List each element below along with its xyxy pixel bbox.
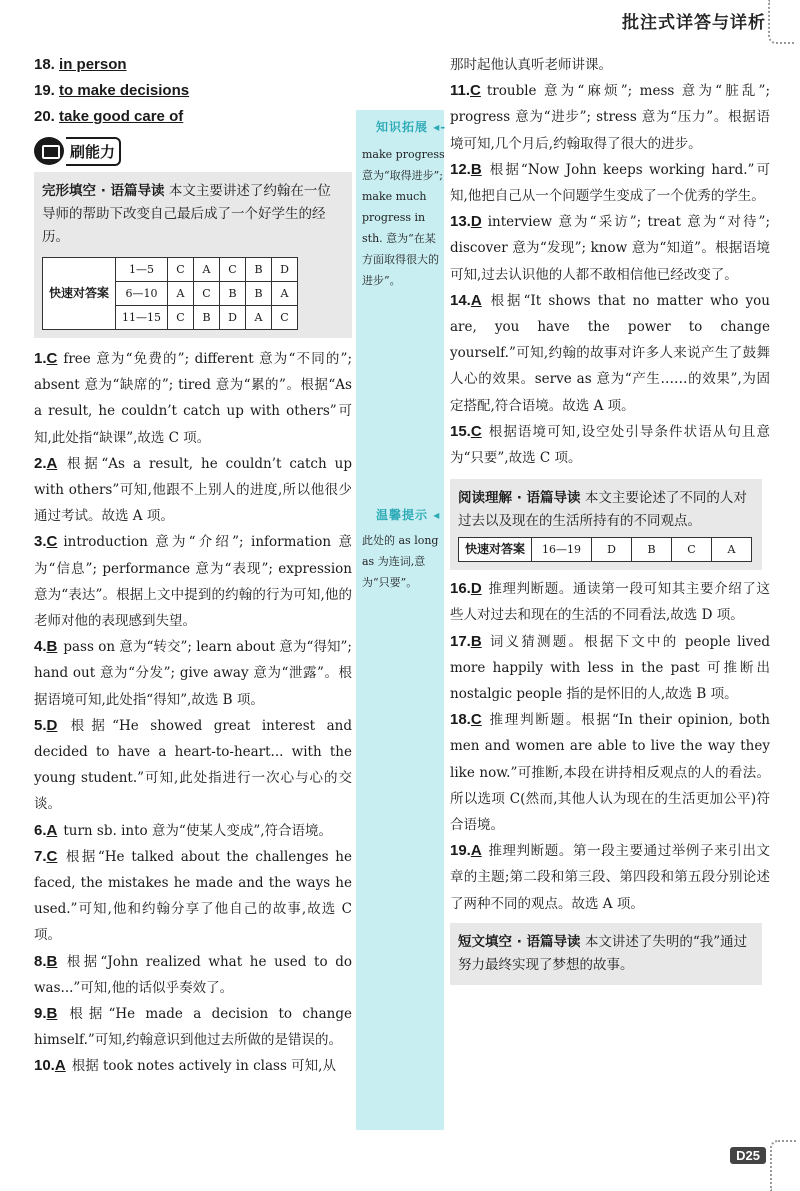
answer-number [450, 161, 482, 178]
phrase-text: to make decisions [59, 82, 190, 99]
phrase-answer-line [34, 78, 352, 104]
right-column [450, 52, 770, 985]
question-number: 18. [450, 711, 471, 729]
answer-number [450, 711, 482, 728]
cloze-answer-cell: A [246, 306, 272, 330]
question-number: 14. [450, 291, 471, 309]
phrase-number: 18. [34, 56, 55, 73]
reading-guide-title: 阅读理解 · 语篇导读 [458, 490, 581, 507]
answer-item [34, 451, 352, 530]
right-answer-list-b [450, 576, 770, 917]
answer-explanation: 根据“John realized what he used to do was...”可知,他的话似乎奏效了。 [34, 953, 352, 996]
question-number: 17. [450, 632, 471, 650]
answer-number [34, 953, 57, 970]
answer-letter: B [46, 638, 58, 656]
answer-letter: B [470, 632, 482, 650]
answer-number [450, 292, 482, 309]
answer-item [450, 629, 770, 708]
question-number: 10. [34, 1057, 55, 1075]
answer-number [450, 633, 482, 650]
answer-letter: C [46, 533, 58, 551]
answer-item [34, 949, 352, 1001]
phrase-text: take good care of [59, 108, 184, 125]
answer-item [450, 707, 770, 838]
side-tag-knowledge: 知识拓展 ◂- [376, 120, 447, 134]
short-guide-box [450, 923, 762, 985]
answer-explanation: 根据语境可知,设空处引导条件状语从句且意为“只要”,故选 C 项。 [450, 423, 770, 467]
side-tag-tip: 温馨提示 ◂ [376, 508, 441, 522]
reading-answer-cell: D [592, 538, 632, 562]
reading-key-label: 快速对答案 [459, 538, 532, 562]
answer-explanation: turn sb. into 意为“使某人变成”,符合语境。 [63, 822, 333, 839]
book-icon [34, 137, 64, 165]
answer-number [34, 717, 57, 734]
answer-explanation: 推理判断题。根据“In their opinion, both men and women are able to live the way they like now.”可推断,本段在讲持相反观点的人的看法。所以选项 C(然而,其他人认为现在的生活更加公平)符合语境。 [450, 712, 770, 834]
cloze-answer-cell: A [168, 282, 194, 306]
answer-explanation: introduction 意为“介绍”; information 意为“信息”; performance 意为“表现”; expression 意为“表达”。根据上文中提到的约翰的行为可知,他的老师对他的表现感到失望。 [34, 534, 352, 630]
phrase-number: 19. [34, 82, 55, 99]
answer-explanation: interview 意为“采访”; treat 意为“对待”; discover 意为“发现”; know 意为“知道”。根据语境可知,过去认识他的人都不敢相信他已经改变了。 [450, 214, 770, 283]
answer-item [34, 1053, 352, 1079]
question-number: 1. [34, 350, 47, 367]
answer-explanation: trouble 意为“麻烦”; mess 意为“脏乱”; progress 意为“进步”; stress 意为“压力”。根据语境可知,几个月后,约翰取得了很大的进步。 [450, 83, 770, 152]
footer-corner-decoration [770, 1140, 796, 1191]
reading-guide-box [450, 479, 762, 570]
answer-number [34, 533, 57, 550]
header-title: 批注式详答与详析 [622, 13, 766, 33]
reading-answer-table [458, 537, 752, 562]
question-number: 16. [450, 580, 471, 598]
cloze-answer-cell: C [168, 258, 194, 282]
answer-letter: C [46, 350, 58, 367]
answer-explanation: 根据“As a result, he couldn’t catch up with others”可知,他跟不上别人的进度,所以他很少通过考试。故选 A 项。 [34, 455, 352, 525]
answer-number [34, 350, 57, 367]
answer-number [450, 842, 482, 859]
answer-letter: A [470, 842, 482, 860]
answer-explanation: 推理判断题。通读第一段可知其主要介绍了这些人对过去和现在的生活的不同看法,故选 D 项。 [450, 581, 770, 624]
answer-number [450, 423, 482, 440]
answer-item [34, 529, 352, 634]
reading-answer-cell: B [632, 538, 672, 562]
reading-answer-cell: A [712, 538, 752, 562]
cloze-key-label: 快速对答案 [43, 258, 116, 330]
answer-explanation: pass on 意为“转交”; learn about 意为“得知”; hand out 意为“分发”; give away 意为“泄露”。根据语境可知,此处指“得知”,故选 B 项。 [34, 639, 352, 708]
left-answer-list [34, 346, 352, 1080]
answer-item [450, 419, 770, 471]
answer-item [450, 209, 770, 288]
phrase-answer-line [34, 104, 352, 130]
cloze-guide-title: 完形填空 · 语篇导读 [42, 183, 165, 199]
answer-letter: A [470, 291, 482, 309]
answer-item [34, 1001, 352, 1053]
answer-item [34, 818, 352, 844]
answer-number [34, 1057, 66, 1074]
question-number: 15. [450, 422, 471, 440]
answer-letter: A [46, 454, 58, 472]
side-note-tip: 此处的 as long as 为连词,意为“只要”。 [362, 534, 439, 589]
cloze-answer-row [43, 258, 298, 282]
answer-explanation: 根据“Now John keeps working hard.”可知,他把自己从一个问题学生变成了一个优秀的学生。 [450, 161, 770, 205]
cloze-answer-table [42, 257, 298, 330]
answer-explanation: 词义猜测题。根据下文中的 people lived more happily with less in the past 可推断出 nostalgic people 指的是怀旧的人,故选 B 项。 [450, 633, 770, 703]
answer-letter: D [470, 580, 482, 598]
answer-number [450, 213, 482, 230]
page-number: D25 [730, 1147, 766, 1164]
answer-letter: B [46, 1005, 58, 1023]
answer-letter: B [46, 952, 58, 970]
reading-guide-text: 本文主要论述了不同的人对过去以及现在的生活所持有的不同观点。 [458, 490, 747, 530]
section-header [34, 136, 352, 166]
cloze-answer-cell: B [220, 282, 246, 306]
answer-letter: A [54, 1057, 66, 1075]
cloze-answer-cell: C [194, 282, 220, 306]
cloze-answer-cell: 11—15 [116, 306, 168, 330]
reading-answer-cell: C [672, 538, 712, 562]
answer-item [34, 634, 352, 713]
answer-letter: C [46, 847, 58, 865]
cloze-answer-cell: B [246, 258, 272, 282]
answer-letter: C [470, 82, 481, 100]
answer-number [34, 848, 57, 865]
answer-number [450, 82, 481, 99]
phrase-answers [34, 52, 352, 130]
answer-explanation: 推理判断题。第一段主要通过举例子来引出文章的主题;第二段和第三段、第四段和第五段分别论述了两种不同的观点。故选 A 项。 [450, 843, 770, 912]
right-answer-list-a [450, 78, 770, 471]
question-number: 8. [34, 952, 47, 970]
answer-letter: A [46, 821, 58, 839]
question-number: 4. [34, 638, 47, 656]
question-number: 5. [34, 716, 47, 734]
answer-item [34, 713, 352, 818]
answer-item [34, 844, 352, 949]
cloze-answer-cell: 6—10 [116, 282, 168, 306]
short-guide-text: 本文讲述了失明的“我”通过努力最终实现了梦想的故事。 [458, 933, 748, 973]
answer-letter: D [46, 716, 58, 734]
answer-letter: C [470, 422, 482, 440]
question-number: 3. [34, 533, 47, 551]
cloze-answer-cell: C [220, 258, 246, 282]
question-number: 6. [34, 821, 47, 839]
question-number: 13. [450, 213, 471, 231]
answer-number [34, 638, 57, 655]
answer-explanation: 根据 took notes actively in class 可知,从 [71, 1058, 336, 1075]
reading-answer-row [459, 538, 752, 562]
answer-item [450, 288, 770, 419]
answer-letter: B [470, 160, 482, 178]
answer-item [34, 346, 352, 451]
answer-item [450, 838, 770, 917]
answer-letter: C [470, 711, 482, 729]
answer-number [34, 1005, 57, 1022]
cloze-answer-cell: D [272, 258, 298, 282]
answer-item [450, 157, 770, 209]
answer-explanation: 根据“It shows that no matter who you are, you have the power to change yourself.”可知,约翰的故事对许多人来说产生了鼓舞人心的效果。serve as 意为“产生……的效果”,为固定搭配,符合语境。故选 A 项。 [450, 292, 770, 414]
cloze-answer-cell: B [246, 282, 272, 306]
question-number: 12. [450, 160, 471, 178]
cloze-answer-cell: C [168, 306, 194, 330]
header-corner-decoration [768, 0, 794, 44]
question-number: 9. [34, 1005, 47, 1023]
left-column [34, 52, 352, 1080]
answer-number [34, 822, 57, 839]
phrase-answer-line [34, 52, 352, 78]
phrase-number: 20. [34, 108, 55, 125]
continued-text: 那时起他认真听老师讲课。 [450, 57, 612, 73]
cloze-guide-text: 本文主要讲述了约翰在一位导师的帮助下改变自己最后成了一个好学生的经历。 [42, 183, 331, 245]
reading-answer-cell: 16—19 [532, 538, 592, 562]
answer-number [34, 455, 57, 472]
cloze-answer-cell: B [194, 306, 220, 330]
answer-explanation: 根据“He showed great interest and decided to have a heart-to-heart... with the young student.”可知,此处指进行一次心与心的交谈。 [34, 717, 352, 813]
question-number: 7. [34, 847, 47, 865]
answer-explanation: 根据“He talked about the challenges he faced, the mistakes he made and the ways he used.”可知,他和约翰分享了他自己的故事,故选 C 项。 [34, 848, 352, 944]
cloze-answer-cell: A [272, 282, 298, 306]
section-label: 刷能力 [66, 137, 121, 166]
answer-item [450, 78, 770, 157]
cloze-answer-cell: A [194, 258, 220, 282]
answer-explanation: 根据“He made a decision to change himself.”可知,约翰意识到他过去所做的是错误的。 [34, 1006, 352, 1049]
question-number: 2. [34, 454, 47, 472]
cloze-guide-box [34, 172, 352, 338]
answer-number [450, 580, 482, 597]
answer-item [450, 576, 770, 628]
phrase-text: in person [59, 56, 127, 73]
side-note-knowledge: make progress 意为“取得进步”; make much progress in sth. 意为“在某方面取得很大的进步”。 [362, 148, 445, 287]
answer-letter: D [470, 213, 482, 231]
question-number: 11. [450, 82, 471, 100]
cloze-answer-cell: 1—5 [116, 258, 168, 282]
cloze-answer-cell: C [272, 306, 298, 330]
short-guide-title: 短文填空 · 语篇导读 [458, 933, 581, 950]
cloze-answer-cell: D [220, 306, 246, 330]
answer-explanation: free 意为“免费的”; different 意为“不同的”; absent 意为“缺席的”; tired 意为“累的”。根据“As a result, he couldn’t catch up with others”可知,此处指“缺课”,故选 C 项。 [34, 351, 352, 446]
question-number: 19. [450, 842, 471, 860]
